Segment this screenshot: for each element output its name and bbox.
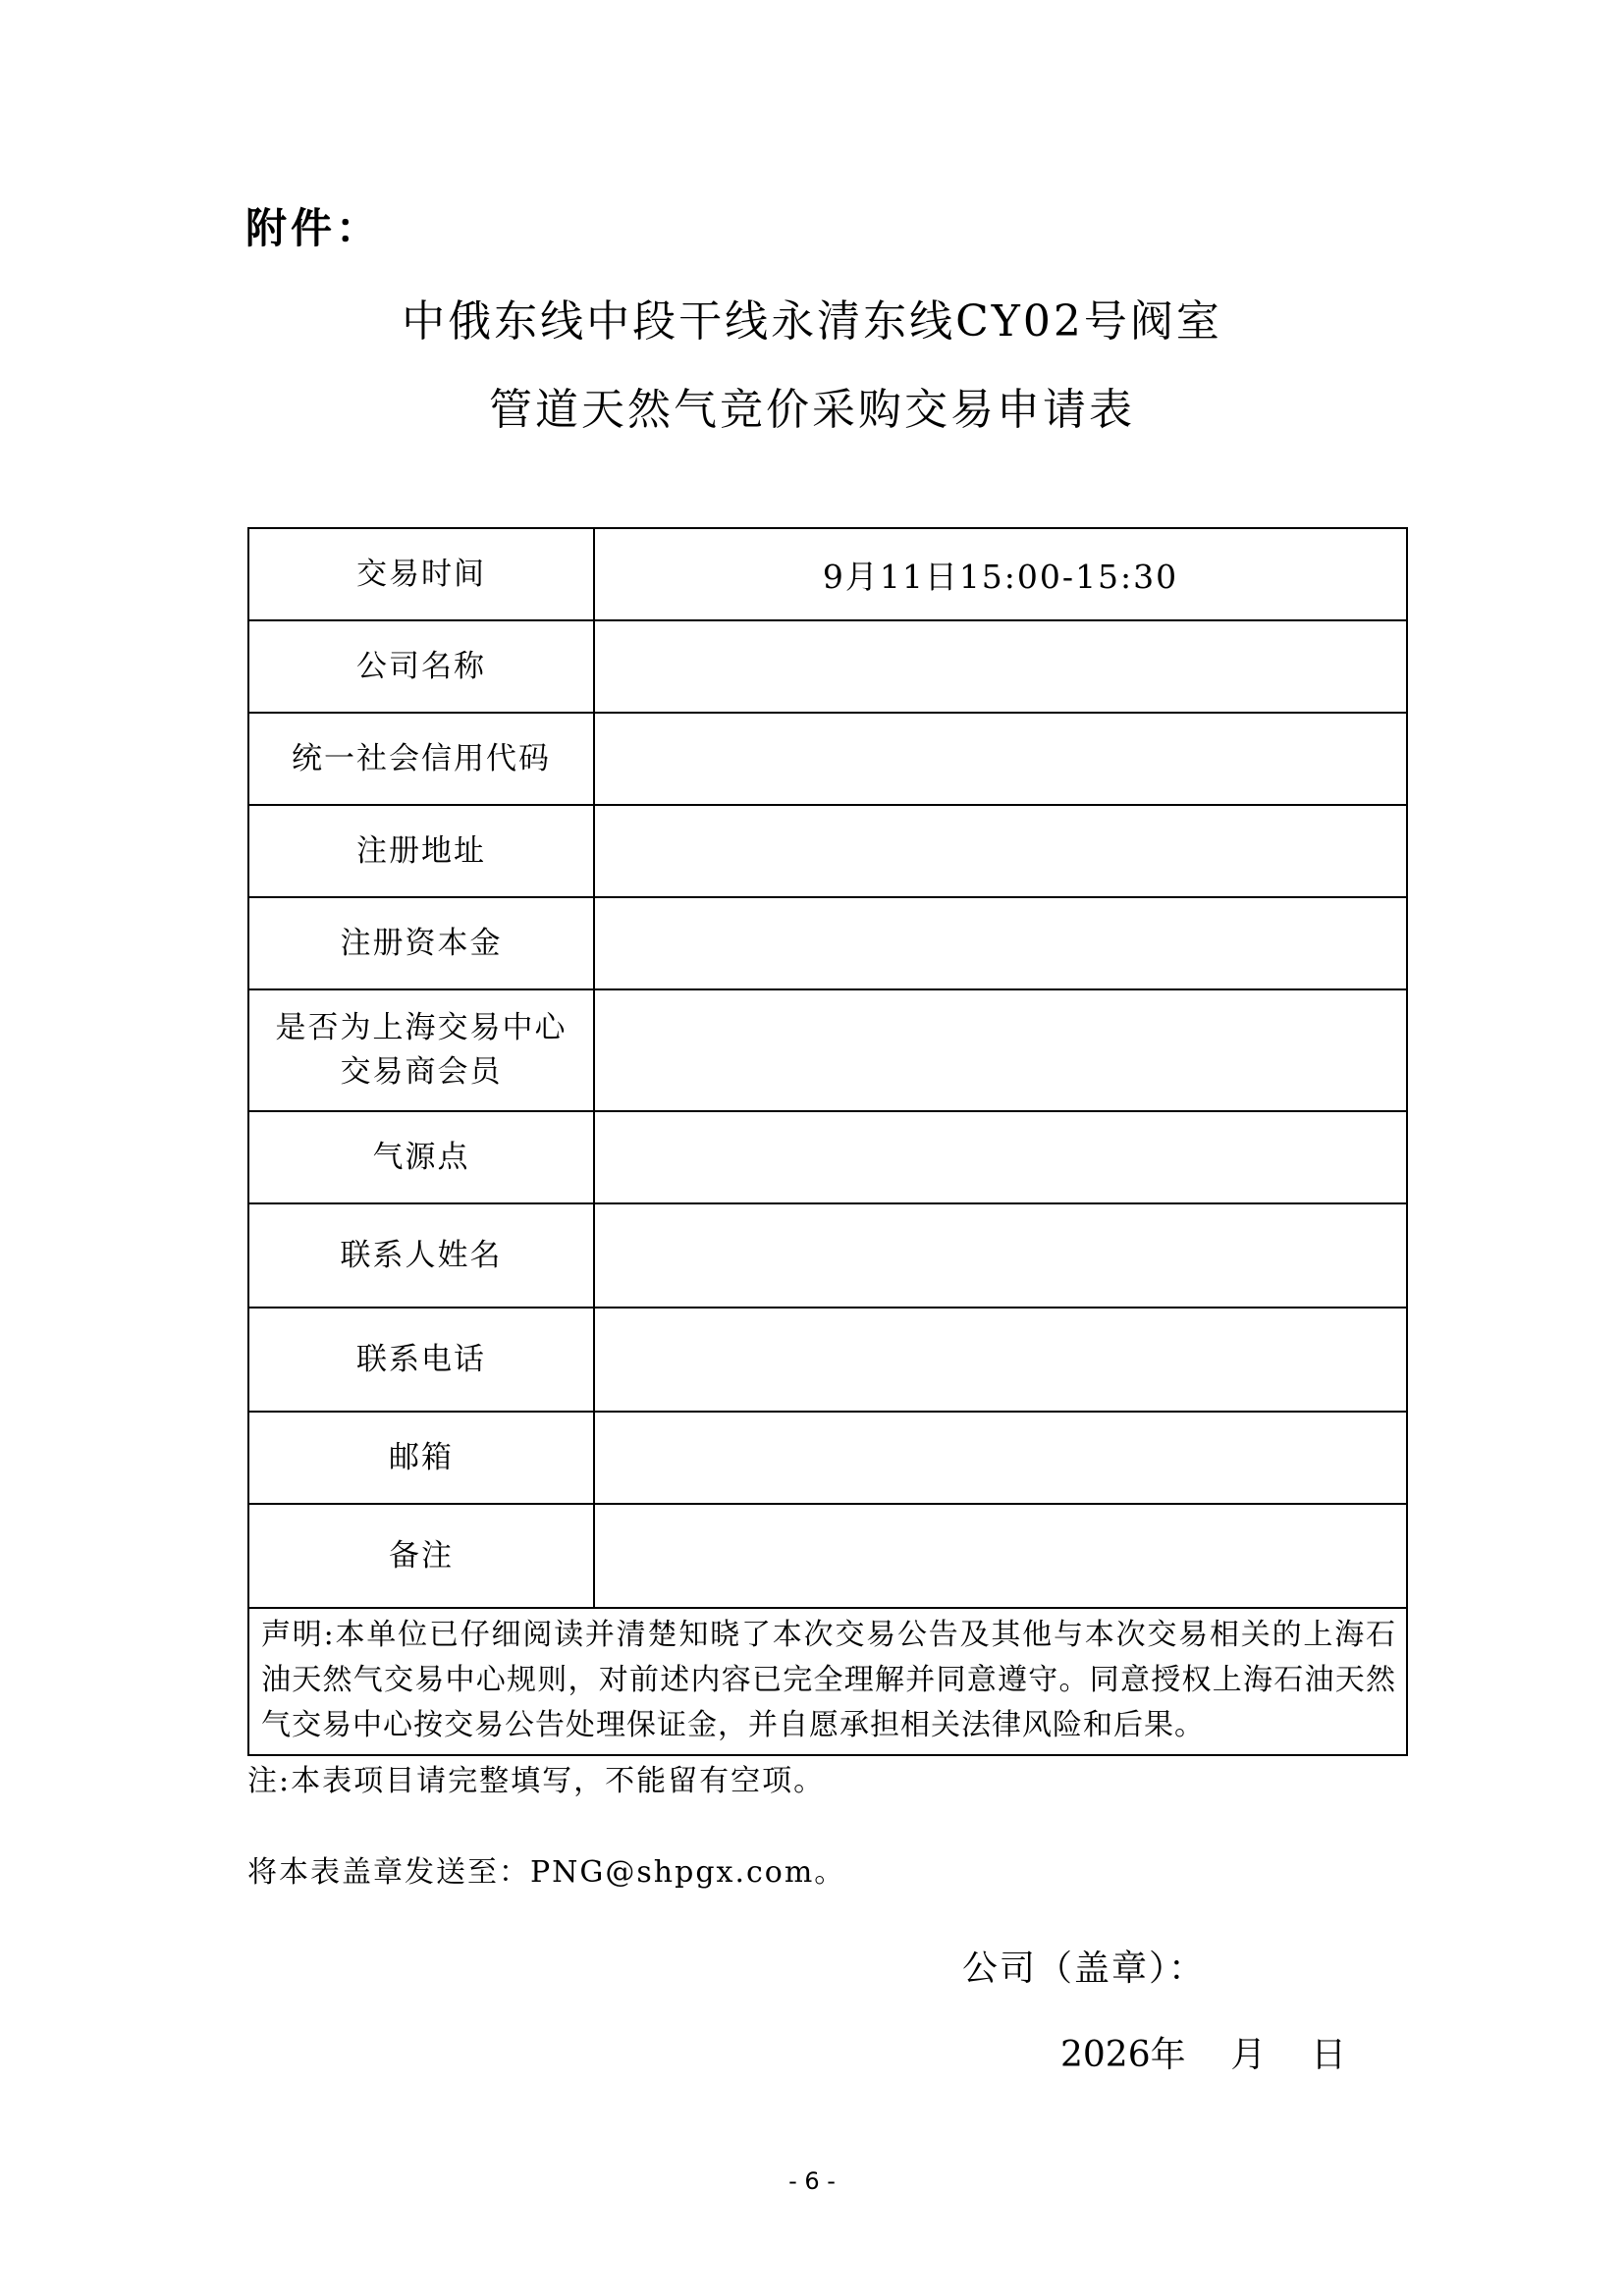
- company-seal-label: 公司（盖章）：: [962, 1949, 1207, 1989]
- attachment-label: 附件：: [245, 204, 382, 252]
- label-email: 邮箱: [248, 1412, 594, 1504]
- label-registered-capital: 注册资本金: [248, 897, 594, 989]
- declaration-text: 声明:本单位已仔细阅读并清楚知晓了本次交易公告及其他与本次交易相关的上海石油天然气交易中心规则，对前述内容已完全理解并同意遵守。同意授权上海石油天然气交易中心按交易公告处理保证金，并自愿承担相关法律风险和后果。: [248, 1608, 1407, 1755]
- value-trade-time: 9月11日15:00-15:30: [594, 528, 1407, 620]
- label-trade-time: 交易时间: [248, 528, 594, 620]
- page-number: - 6 -: [788, 2167, 836, 2195]
- table-row-company-name: [248, 620, 1407, 713]
- label-member-status-line-2: 交易商会员: [340, 1054, 503, 1090]
- value-credit-code[interactable]: [594, 713, 1407, 805]
- table-row-email: [248, 1412, 1407, 1504]
- label-member-status-line-1: 是否为上海交易中心: [275, 1010, 568, 1046]
- value-gas-source[interactable]: [594, 1111, 1407, 1203]
- table-row-contact-phone: [248, 1308, 1407, 1412]
- label-remarks: 备注: [248, 1504, 594, 1608]
- table-row-remarks: [248, 1504, 1407, 1608]
- signature-date: 2026年 月 日: [1060, 2035, 1347, 2075]
- fill-instruction-note: 注:本表项目请完整填写，不能留有空项。: [247, 1764, 826, 1798]
- label-company-name: 公司名称: [248, 620, 594, 713]
- value-email[interactable]: [594, 1412, 1407, 1504]
- value-member-status[interactable]: [594, 989, 1407, 1111]
- label-member-status: [248, 989, 594, 1111]
- table-row-contact-name: [248, 1203, 1407, 1308]
- table-row-gas-source: [248, 1111, 1407, 1203]
- table-row-declaration: [248, 1608, 1407, 1755]
- document-title-line-2: 管道天然气竞价采购交易申请表: [489, 385, 1135, 435]
- label-registered-address: 注册地址: [248, 805, 594, 897]
- value-registered-address[interactable]: [594, 805, 1407, 897]
- value-company-name[interactable]: [594, 620, 1407, 713]
- value-remarks[interactable]: [594, 1504, 1407, 1608]
- table-row-trade-time: [248, 528, 1407, 620]
- label-gas-source: 气源点: [248, 1111, 594, 1203]
- label-contact-phone: 联系电话: [248, 1308, 594, 1412]
- value-contact-name[interactable]: [594, 1203, 1407, 1308]
- table-row-credit-code: [248, 713, 1407, 805]
- label-contact-name: 联系人姓名: [248, 1203, 594, 1308]
- label-credit-code: 统一社会信用代码: [248, 713, 594, 805]
- value-registered-capital[interactable]: [594, 897, 1407, 989]
- table-row-registered-capital: [248, 897, 1407, 989]
- table-row-member-status: [248, 989, 1407, 1111]
- value-contact-phone[interactable]: [594, 1308, 1407, 1412]
- send-to-instruction: 将本表盖章发送至：PNG@shpgx.com。: [247, 1855, 846, 1890]
- table-row-registered-address: [248, 805, 1407, 897]
- document-title-line-1: 中俄东线中段干线永清东线CY02号阀室: [402, 296, 1222, 347]
- application-form-table: [247, 527, 1408, 1756]
